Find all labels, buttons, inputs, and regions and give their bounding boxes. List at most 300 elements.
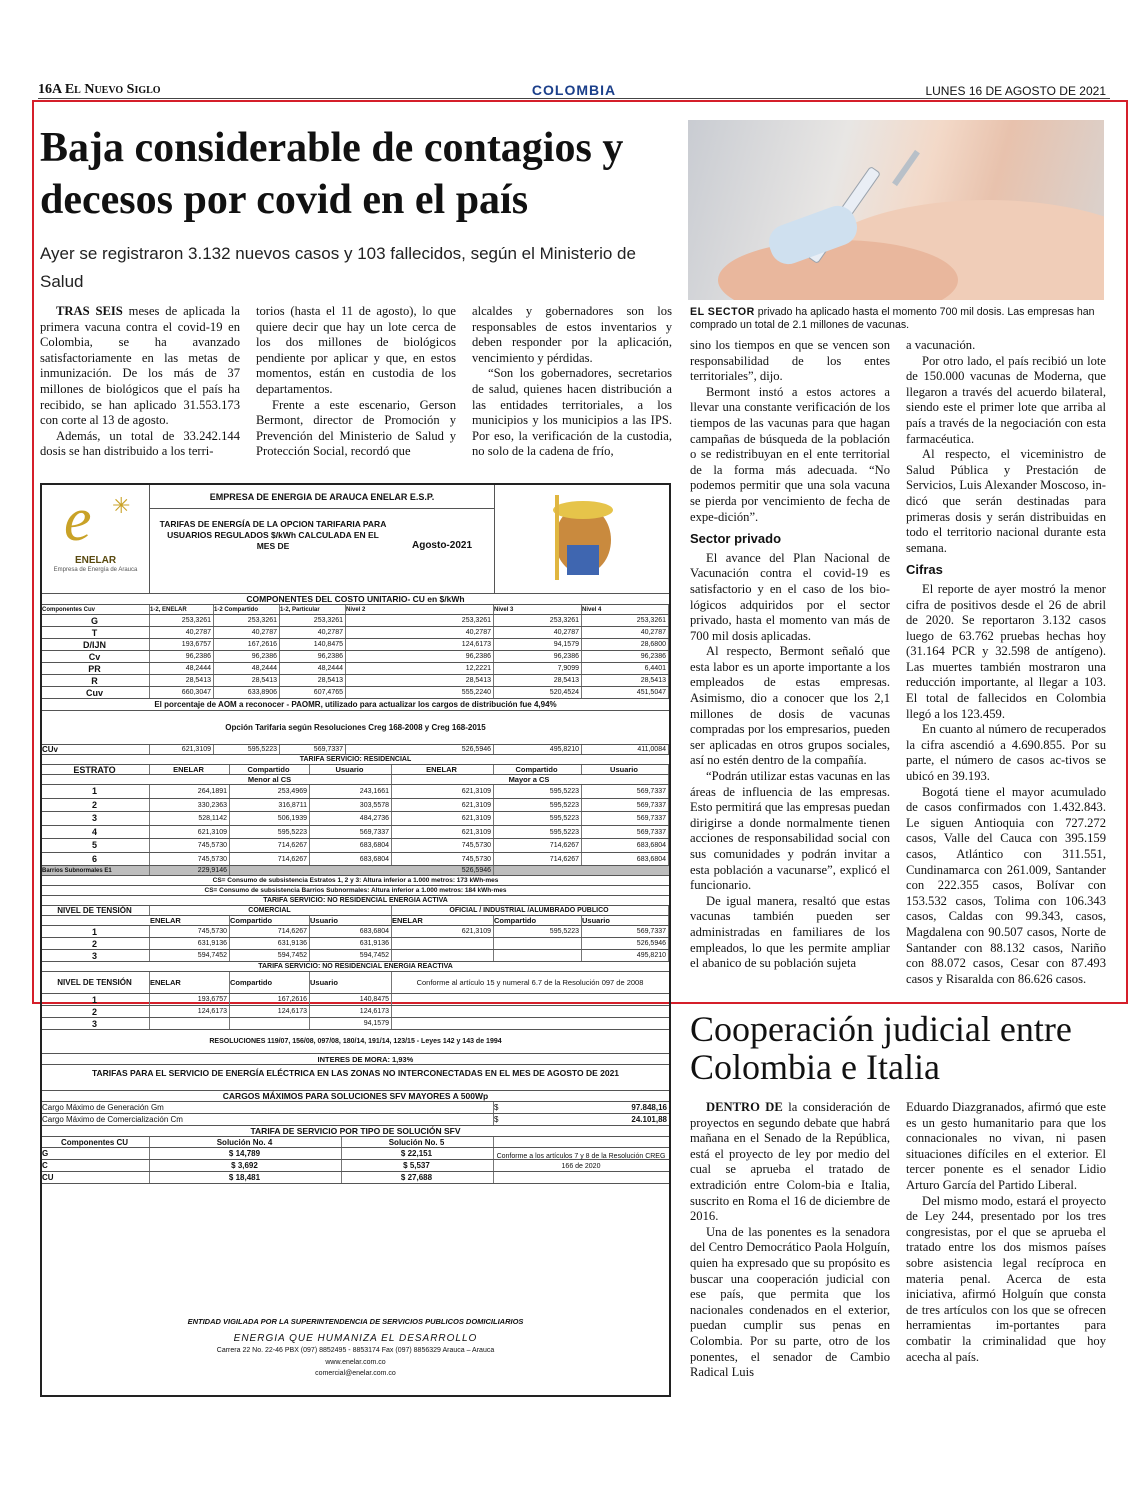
sfv-title: CARGOS MÁXIMOS PARA SOLUCIONES SFV MAYORES A 500Wp [222, 1091, 489, 1101]
estrato-number: 1 [42, 785, 150, 798]
paragraph: la consideración de proyectos en segundo debate que habrá mañana en el Senado de la República, está el proyecto de ley por medio del cual se aprueba el tratado de extradición entre Colom-bia e Italia, suscrito en Roma el 16 de diciembre de 2016. [690, 1100, 890, 1224]
tariff-value: 595,5223 [230, 826, 310, 839]
website: www.enelar.com.co [325, 1359, 386, 1366]
tariff-value: 594,7452 [150, 950, 230, 961]
sol-title-row [42, 1126, 669, 1137]
column-header: Compartido [494, 916, 582, 925]
interes-value: 1,93% [392, 1055, 414, 1064]
component-label: T [42, 627, 150, 638]
tariff-value: 167,2616 [230, 994, 310, 1005]
component-value: 40,2787 [150, 627, 214, 638]
nivel-row [42, 938, 669, 950]
tariff-value: 714,6267 [494, 839, 582, 852]
estrato-number: 3 [42, 812, 150, 825]
resoluciones-note: RESOLUCIONES 119/07, 156/08, 097/08, 180/14, 191/14, 123/15 - Leyes 142 y 143 de 1994 [209, 1038, 502, 1045]
caption-lead: EL SECTOR [690, 306, 755, 318]
component-value: 96,2386 [280, 651, 346, 662]
mayor-cs-label: Mayor a CS [392, 775, 669, 784]
tariff-value: 683,6804 [582, 853, 669, 866]
column-header: Usuario [582, 916, 669, 925]
aom-note-row [42, 699, 669, 711]
paragraph: De igual manera, resaltó que estas vacunas también pueden ser administradas en familiares de los empleados, lo que les permite ampliar el abanico de su población sujeta [690, 893, 890, 971]
cuv-value: 621,3109 [150, 745, 214, 754]
component-value: 451,5047 [582, 687, 669, 698]
component-value: 253,3261 [494, 615, 582, 626]
nr-title-row [42, 896, 669, 906]
interes-label: INTERES DE MORA: [317, 1055, 390, 1064]
cuv-label: CUv [42, 745, 150, 754]
paragraph: Frente a este escenario, Gerson Bermont, director de Promoción y Prevención del Ministerio de Salud y Protección Social, recordó que [256, 397, 456, 459]
tariff-value: 569,7337 [582, 826, 669, 839]
logo-text: ENELAR [74, 555, 117, 566]
column-header: Solución No. 4 [150, 1137, 342, 1147]
sol-value: $ 22,151 [342, 1148, 494, 1159]
sfv-title-row [42, 1091, 669, 1102]
tariff-value: 94,1579 [310, 1018, 392, 1029]
paper-name: El Nuevo Siglo [64, 82, 161, 97]
column-header: ENELAR [150, 765, 230, 774]
tariff-value: 140,8475 [310, 994, 392, 1005]
tariff-value [392, 938, 494, 949]
article-column-4 [690, 338, 890, 972]
paragraph: torios (hasta el 11 de agosto), lo que quiere decir que hay un lote cerca de los dos millones de biológicos pendiente por aplicar y que, en estos momentos, están en custodia de los departamentos. [256, 304, 456, 396]
nivel-label: NIVEL DE TENSIÓN [42, 906, 150, 915]
component-row [42, 663, 669, 675]
tariff-value [230, 1018, 310, 1029]
tariff-value: 124,6173 [150, 1006, 230, 1017]
tariff-value: 621,3109 [392, 785, 494, 798]
estrato-row [42, 826, 669, 840]
address: Carrera 22 No. 22-46 PBX (097) 8852495 - 8853174 Fax (097) 8856329 Arauca – Arauca [216, 1347, 495, 1354]
paragraph: Bermont instó a estos actores a llevar una constante verificación de los tiempos de las vacunas para que hagan campañas de búsqueda de la población o se redistribuyan en el ente territorial de la forma más adecuada. “No podemos permitir que una sola vacuna se pierda por vencimiento de fecha de expe-dición”. [690, 384, 890, 524]
tariff-value: 631,9136 [310, 938, 392, 949]
tariff-value: 595,5223 [494, 812, 582, 825]
tariff-value: 595,5223 [494, 785, 582, 798]
tariff-value: 631,9136 [230, 938, 310, 949]
photo-caption [690, 306, 1106, 332]
paragraph: El reporte de ayer mostró la menor cifra de positivos desde el 26 de abril de 2020. Se reportaron 3.132 casos luego de 63.762 pruebas hechas hoy (31.164 PCR y 32.598 de antígeno). Las muertes también mostraron una reducción importante, al llegar a 103. El total de fallecidos en Colombia llegó a los 123.459. [906, 581, 1106, 721]
components-header-row [42, 605, 669, 615]
component-value: 28,5413 [214, 675, 280, 686]
nivel-number: 2 [42, 938, 150, 949]
nivel-number: 3 [42, 1018, 150, 1029]
component-value: 40,2787 [494, 627, 582, 638]
cargo-com-label: Cargo Máximo de Comercialización Cm [42, 1114, 494, 1125]
component-value: 96,2386 [150, 651, 214, 662]
paragraph: a vacunación. [906, 338, 976, 352]
tariff-value: 621,3109 [392, 812, 494, 825]
column-header: ENELAR [150, 972, 230, 993]
issue-date: LUNES 16 DE AGOSTO DE 2021 [925, 84, 1106, 98]
component-value: 253,3261 [346, 615, 494, 626]
article-column-3 [472, 304, 672, 460]
tariff-value: 506,1939 [230, 812, 310, 825]
menor-cs-label: Menor al CS [150, 775, 392, 784]
tariff-value: 621,3109 [392, 826, 494, 839]
cs2-note: CS= Consumo de subsistencia Barrios Subnormales: Altura inferior a 1.000 metros: 184 kWh-mes [204, 887, 507, 894]
column-header: Componentes CU [42, 1137, 150, 1147]
currency-symbol: $ [494, 1103, 499, 1112]
caption-text: privado ha aplicado hasta el momento 700 mil dosis. Las empresas han comprado un total de 2.1 millones de vacunas. [690, 306, 1095, 331]
tariff-value: 594,7452 [230, 950, 310, 961]
column-header: Nivel 2 [346, 605, 494, 614]
estrato-number: 6 [42, 853, 150, 866]
cargo-com-value: 24.101,88 [631, 1115, 667, 1124]
tariff-value [392, 950, 494, 961]
article2-column-2 [906, 1100, 1106, 1365]
resoluciones-row [42, 1030, 669, 1054]
component-value: 28,5413 [582, 675, 669, 686]
paragraph: Una de las ponentes es la senadora del Centro Democrático Paola Holguín, quien ha expresado que su propósito es buscar una cooperación judicial con ese país, que permita que los nacionales condenados en el exterior, puedan cumplir sus penas en Colombia. Por su parte, otro de los ponentes, el senador de Cambio Radical Luis [690, 1224, 890, 1380]
component-label: D/IJN [42, 639, 150, 650]
article2-headline: Cooperación judicial entre Colombia e Italia [690, 1009, 1072, 1087]
tariff-value: 495,8210 [582, 950, 669, 961]
lead-words: TRAS SEIS [56, 304, 123, 318]
tariff-title: TARIFAS DE ENERGÍA DE LA OPCION TARIFARIA PARA USUARIOS REGULADOS $/kWh CALCULADA EN EL MES DE [159, 519, 387, 551]
tariff-value: 316,8711 [230, 799, 310, 812]
cs2-row [42, 886, 669, 896]
component-row [42, 639, 669, 651]
paragraph: Del mismo modo, estará el proyecto de Ley 244, presentado por los tres congresistas, por el que se aprueba el tratado entre los dos mismos países sobre asistencia legal recíproca en materia penal. Acerca de esta iniciativa, afirmó Holguín que consta de tres artículos con los que se ofrecen herramientas im-portantes para combatir la criminalidad que hoy acecha al país. [906, 1193, 1106, 1364]
sol-note: Conforme a los artículos 7 y 8 de la Resolución CREG 166 de 2020 [496, 1153, 666, 1170]
comercial-label: COMERCIAL [150, 906, 392, 915]
section-label: COLOMBIA [531, 82, 617, 98]
tariff-value: 631,9136 [150, 938, 230, 949]
zni-title: TARIFAS PARA EL SERVICIO DE ENERGÍA ELÉCTRICA EN LAS ZONAS NO INTERCONECTADAS EN EL MES DE AGOSTO DE 2021 [91, 1068, 620, 1078]
subheading: Sector privado [690, 531, 782, 547]
option-title: Opción Tarifaria según Resoluciones Creg 168-2008 y Creg 168-2015 [225, 723, 486, 732]
component-value: 94,1579 [494, 639, 582, 650]
component-value: 28,5413 [150, 675, 214, 686]
currency-symbol: $ [494, 1115, 499, 1124]
nivel-number: 2 [42, 1006, 150, 1017]
tariff-value: 330,2363 [150, 799, 230, 812]
component-label: G [42, 615, 150, 626]
sol-value: $ 5,537 [342, 1160, 494, 1171]
mascot-icon [495, 485, 670, 591]
paragraph: En cuanto al número de recuperados la cifra ascendió a 4.690.855. Por su parte, el número de casos ac-tivos se ubicó en 39.193. [906, 722, 1106, 784]
component-value: 253,3261 [280, 615, 346, 626]
component-value: 48,2444 [280, 663, 346, 674]
react-title-row [42, 962, 669, 972]
column-header: Compartido [230, 765, 310, 774]
cs1-note: CS= Consumo de subsistencia Estratos 1, 2 y 3: Altura inferior a 1.000 metros: 173 kWh-mes [212, 877, 499, 884]
paragraph: El avance del Plan Nacional de Vacunación contra el covid-19 es satisfactorio y en el caso de los bio-lógicos adquiridos por el sector privado, hasta el momento van más de 700 mil dosis aplicadas. [690, 550, 890, 643]
paragraph: sino los tiempos en que se vencen son responsabilidad de los entes territoriales”, dijo. [690, 338, 890, 384]
tariff-value [494, 938, 582, 949]
nivel-number: 1 [42, 926, 150, 937]
paragraph: Bogotá tiene el mayor acumulado de casos confirmados con 1.432.843. Le siguen Antioquia con 727.272 casos, Valle del Cauca con 395.159 casos, Atlántico con 311.551, Cundinamarca con 261.009, Santander con 222.355 casos, Bolívar con 153.532 casos, Tolima con 106.343 casos, Caldas con 99.343, casos, Magdalena con 90.507 casos, Norte de Santander con 88.132 casos, Nariño con 88.072 casos, Cesar con 87.493 casos y Risaralda con 86.626 casos. [906, 784, 1106, 986]
tariff-value: 193,6757 [150, 994, 230, 1005]
component-value: 40,2787 [346, 627, 494, 638]
component-value: 253,3261 [150, 615, 214, 626]
tariff-value [150, 1018, 230, 1029]
component-value: 7,9099 [494, 663, 582, 674]
tariff-value: 526,5946 [582, 938, 669, 949]
component-value: 555,2240 [346, 687, 494, 698]
component-value: 253,3261 [582, 615, 669, 626]
tariff-value: 683,6804 [310, 853, 392, 866]
cuv-value: 495,8210 [494, 745, 582, 754]
tariff-value: 683,6804 [310, 926, 392, 937]
barrios-row [42, 866, 669, 876]
paragraph: “Podrán utilizar estas vacunas en las áreas de influencia de las empresas. Esto permitirá que las empresas puedan dirigirse a donde normalmente tienen acciones de responsabilidad social con sus comunidades y podrán invitar a esta población a vacunarse”, explicó el funcionario. [690, 769, 890, 893]
column-header: Usuario [582, 765, 669, 774]
nr-header-row [42, 916, 669, 926]
article-column-1 [40, 304, 240, 460]
tariff-value: 124,6173 [310, 1006, 392, 1017]
component-value: 28,6800 [582, 639, 669, 650]
component-value: 40,2787 [280, 627, 346, 638]
aom-note: El porcentaje de AOM a reconocer - PAOMR, utilizado para actualizar los cargos de distribución fue 4,94% [154, 700, 557, 709]
column-header: Componentes Cuv [42, 605, 150, 614]
component-label: Cuv [42, 687, 150, 698]
column-header: Usuario [310, 972, 392, 993]
paragraph: Al respecto, Bermont señaló que esta labor es un aporte importante a los empleados de estas empresas. Asimismo, dio a conocer que los 2,1 millones de dosis de vacunas compradas por los empresarios, pueden ser aplicadas en otros grupos sociales, así no estén dentro de la compañía. [690, 644, 890, 768]
estrato-number: 2 [42, 799, 150, 812]
enelar-tariff-table [40, 483, 671, 1397]
column-header: ENELAR [392, 916, 494, 925]
nivel-row [42, 926, 669, 938]
tariff-value: 714,6267 [230, 839, 310, 852]
tariff-value: 683,6804 [310, 839, 392, 852]
tariff-value: 745,5730 [392, 853, 494, 866]
nivel-label: NIVEL DE TENSIÓN [42, 972, 150, 993]
components-title-row [42, 593, 669, 605]
nivel-number: 3 [42, 950, 150, 961]
tariff-month: Agosto-2021 [411, 540, 472, 551]
column-header: Solución No. 5 [342, 1137, 494, 1147]
sol-value: $ 27,688 [342, 1172, 494, 1183]
component-value: 6,4401 [582, 663, 669, 674]
tariff-value: 683,6804 [582, 839, 669, 852]
cuv-value: 526,5946 [346, 745, 494, 754]
component-row [42, 615, 669, 627]
tariff-value: 594,7452 [310, 950, 392, 961]
company-name: EMPRESA DE ENERGIA DE ARAUCA ENELAR E.S.P. [150, 485, 494, 509]
cargo-com-row [42, 1114, 669, 1126]
cargo-gen-label: Cargo Máximo de Generación Gm [42, 1102, 494, 1113]
component-value: 48,2444 [214, 663, 280, 674]
column-header: ENELAR [150, 916, 230, 925]
tariff-value: 569,7337 [582, 812, 669, 825]
tariff-value: 124,6173 [230, 1006, 310, 1017]
column-header: 1-2 Compartido [214, 605, 280, 614]
component-row [42, 651, 669, 663]
paragraph: Eduardo Diazgranados, afirmó que este es un gesto humanitario para que los connacionales no vivan, ni pasen situaciones difíciles en el exterior. El tercer ponente es el senador Lidio Arturo García del Partido Liberal. [906, 1100, 1106, 1192]
cuv-row [42, 745, 669, 755]
column-header: Compartido [230, 972, 310, 993]
estrato-number: 5 [42, 839, 150, 852]
article-subhead: Ayer se registraron 3.132 nuevos casos y 103 fallecidos, según el Ministerio de Salud [40, 244, 636, 291]
cuv-value: 411,0084 [582, 745, 669, 754]
paragraph: Por otro lado, el país recibió un lote de 150.000 vacunas de Moderna, que llegaron a través del acuerdo bilateral, siendo este el primer lote que arriba al país a través de la negociación con esta farmacéutica. [906, 353, 1106, 446]
component-row [42, 627, 669, 639]
reactive-note: Conforme al artículo 15 y numeral 6.7 de la Resolución 097 de 2008 [416, 978, 644, 987]
svg-text:✳: ✳ [112, 493, 131, 518]
tariff-value: 229,9146 [150, 866, 230, 875]
estrato-row [42, 853, 669, 867]
estrato-row [42, 785, 669, 799]
sol-value: $ 14,789 [150, 1148, 342, 1159]
cargo-gen-row [42, 1102, 669, 1114]
column-header: Compartido [494, 765, 582, 774]
sol-title: TARIFA DE SERVICIO POR TIPO DE SOLUCIÓN SFV [250, 1126, 461, 1136]
email: comercial@enelar.com.co [315, 1370, 396, 1377]
vaccination-photo [688, 120, 1104, 300]
enelar-logo [42, 485, 150, 593]
column-header: ENELAR [392, 765, 494, 774]
component-value: 253,3261 [214, 615, 280, 626]
vigilada-note: ENTIDAD VIGILADA POR LA SUPERINTENDENCIA DE SERVICIOS PUBLICOS DOMICILIARIOS [187, 1317, 524, 1326]
sol-value: $ 18,481 [150, 1172, 342, 1183]
nivel-row [42, 950, 669, 962]
react-row [42, 1006, 669, 1018]
interes-row [42, 1054, 669, 1065]
column-header: Compartido [230, 916, 310, 925]
component-value: 28,5413 [494, 675, 582, 686]
component-value: 124,6173 [346, 639, 494, 650]
component-label: R [42, 675, 150, 686]
paragraph: meses de aplicada la primera vacuna contra el covid-19 en Colombia, se ha avanzado satisfactoriamente en las metas de inmunización. De los más de 37 millones de biológicos que el país ha recibido, se han aplicado 31.553.173 con corte al 13 de agosto. [40, 304, 240, 428]
article2-column-1 [690, 1100, 890, 1381]
tariff-value: 745,5730 [392, 839, 494, 852]
cs-band-row [42, 775, 669, 785]
non-residential-title: TARIFA SERVICIO: NO RESIDENCIAL ENERGIA ACTIVA [263, 897, 448, 904]
tariff-value: 253,4969 [230, 785, 310, 798]
zni-title-row [42, 1065, 669, 1091]
sol-row [42, 1172, 669, 1184]
component-value: 167,2616 [214, 639, 280, 650]
option-title-row [42, 711, 669, 745]
tariff-value: 621,3109 [150, 826, 230, 839]
react-row [42, 1018, 669, 1030]
tariff-value: 569,7337 [582, 799, 669, 812]
component-value: 12,2221 [346, 663, 494, 674]
tariff-value: 595,5223 [494, 926, 582, 937]
sol-value: $ 3,692 [150, 1160, 342, 1171]
column-header: Nivel 3 [494, 605, 582, 614]
component-row [42, 687, 669, 699]
estrato-number: 4 [42, 826, 150, 839]
component-value: 40,2787 [582, 627, 669, 638]
tariff-value: 714,6267 [230, 926, 310, 937]
component-row [42, 675, 669, 687]
tariff-value: 745,5730 [150, 839, 230, 852]
paragraph: “Son los gobernadores, secretarios de salud, quienes hacen distribución a las entidades territoriales, a los municipios y los municipios a las IPS. Por eso, la verificación de la custodia, no solo de la cadena de frío, [472, 366, 672, 459]
paragraph: Además, un total de 33.242.144 dosis se han distribuido a los terri- [40, 428, 240, 459]
article-column-5 [906, 338, 1106, 987]
estrato-label: ESTRATO [42, 765, 150, 774]
tariff-value: 595,5223 [494, 799, 582, 812]
subheading: Cifras [906, 562, 943, 578]
article-column-2 [256, 304, 456, 460]
component-label: PR [42, 663, 150, 674]
svg-text:e: e [64, 486, 92, 554]
component-value: 660,3047 [150, 687, 214, 698]
column-header: Usuario [310, 916, 392, 925]
component-value: 96,2386 [582, 651, 669, 662]
tariff-value: 621,3109 [392, 926, 494, 937]
page-number: 16A El Nuevo Siglo [38, 82, 161, 97]
tariff-value [494, 950, 582, 961]
component-value: 28,5413 [280, 675, 346, 686]
component-value: 96,2386 [346, 651, 494, 662]
tariff-value: 484,2736 [310, 812, 392, 825]
tariff-value: 714,6267 [230, 853, 310, 866]
residential-title: TARIFA SERVICIO: RESIDENCIAL [299, 756, 412, 763]
oficial-label: OFICIAL / INDUSTRIAL /ALUMBRADO PÚBLICO [392, 906, 669, 915]
component-value: 28,5413 [346, 675, 494, 686]
tariff-value: 569,7337 [582, 785, 669, 798]
component-value: 193,6757 [150, 639, 214, 650]
paragraph: Al respecto, el viceministro de Salud Pública y Prestación de Servicios, Luis Alexander Moscoso, in-dicó que serán destinadas para primeras dosis y serán distribuidas en todo el territorio nacional durante esta semana. [906, 447, 1106, 555]
sol-label: CU [42, 1172, 150, 1183]
estrato-row [42, 812, 669, 826]
component-value: 607,4765 [280, 687, 346, 698]
component-value: 96,2386 [214, 651, 280, 662]
tariff-value: 243,1661 [310, 785, 392, 798]
sol-label: G [42, 1148, 150, 1159]
cuv-value: 569,7337 [280, 745, 346, 754]
component-value: 633,8906 [214, 687, 280, 698]
tariff-value: 569,7337 [582, 926, 669, 937]
component-value: 140,8475 [280, 639, 346, 650]
estrato-row [42, 839, 669, 853]
component-value: 96,2386 [494, 651, 582, 662]
sol-header-row [42, 1137, 669, 1148]
column-header: 1-2, ENELAR [150, 605, 214, 614]
lead-words: DENTRO DE [706, 1100, 783, 1114]
paragraph: alcaldes y gobernadores son los responsables de estos inventarios y deben responder por la aplicación, vencimiento y pérdidas. [472, 304, 672, 365]
res-title-row [42, 755, 669, 765]
mascot-image [494, 485, 669, 593]
component-value: 48,2444 [150, 663, 214, 674]
barrios-label: Barrios Subnormales E1 [42, 866, 150, 875]
article-headline: Baja considerable de contagios y decesos por covid en el país [40, 125, 624, 223]
reactive-title: TARIFA SERVICIO: NO RESIDENCIAL ENERGIA REACTIVA [258, 963, 453, 970]
logo-e-icon [42, 485, 148, 555]
column-header: Usuario [310, 765, 392, 774]
cargo-gen-value: 97.848,16 [631, 1103, 667, 1112]
slogan: ENERGIA QUE HUMANIZA EL DESARROLLO [233, 1333, 478, 1344]
nivel-number: 1 [42, 994, 150, 1005]
react-row [42, 994, 669, 1006]
tariff-value: 595,5223 [494, 826, 582, 839]
logo-subtitle: Empresa de Energía de Arauca [53, 567, 138, 573]
tariff-value: 528,1142 [150, 812, 230, 825]
component-label: Cv [42, 651, 150, 662]
column-header: 1-2, Particular [280, 605, 346, 614]
tariff-value: 264,1891 [150, 785, 230, 798]
tariff-value: 745,5730 [150, 926, 230, 937]
sol-label: C [42, 1160, 150, 1171]
res-header-row [42, 765, 669, 775]
column-header: Nivel 4 [582, 605, 669, 614]
header-rule [38, 98, 1110, 99]
cs1-row [42, 876, 669, 886]
tariff-value: 303,5578 [310, 799, 392, 812]
component-value: 520,4524 [494, 687, 582, 698]
tariff-value: 569,7337 [310, 826, 392, 839]
tariff-value: 714,6267 [494, 853, 582, 866]
syringe-illustration [688, 120, 1104, 300]
component-value: 40,2787 [214, 627, 280, 638]
estrato-row [42, 799, 669, 813]
tariff-value: 745,5730 [150, 853, 230, 866]
tariff-value: 526,5946 [392, 866, 494, 875]
cuv-value: 595,5223 [214, 745, 280, 754]
